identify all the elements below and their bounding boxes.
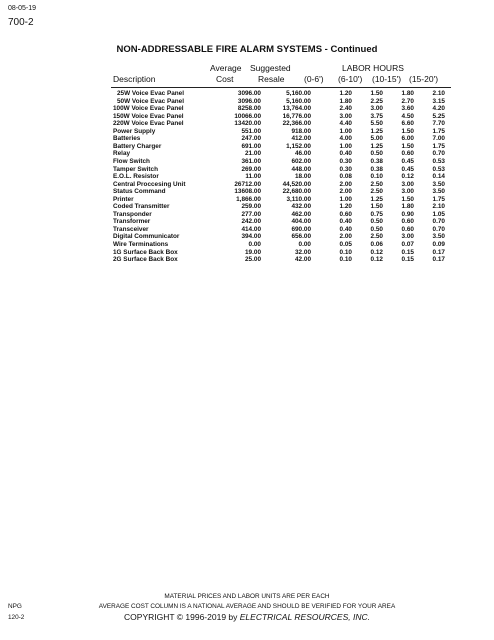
- cell-description: Tamper Switch: [113, 165, 158, 173]
- cell-suggested-resale: 404.00: [291, 218, 311, 226]
- cell-labor-15-20: 2.10: [432, 90, 445, 97]
- cell-labor-10-15: 0.90: [401, 210, 414, 218]
- cell-average-cost: 10066.00: [234, 112, 261, 120]
- cell-labor-0-6: 4.00: [339, 135, 352, 143]
- cell-average-cost: 11.00: [245, 173, 261, 181]
- cell-labor-0-6: 0.40: [339, 225, 352, 233]
- cell-suggested-resale: 22,680.00: [282, 188, 311, 196]
- cell-suggested-resale: 42.00: [295, 256, 311, 264]
- cell-description: Printer: [113, 195, 134, 203]
- cell-description: 1G Surface Back Box: [113, 248, 178, 256]
- cell-description: Transponder: [113, 210, 152, 218]
- cell-labor-10-15: 0.15: [401, 248, 414, 256]
- cell-suggested-resale: 32.00: [295, 248, 311, 256]
- cell-labor-6-10: 0.38: [370, 165, 383, 173]
- cell-labor-6-10: 1.50: [370, 203, 383, 211]
- company-name: ELECTRICAL RESOURCES, INC.: [239, 612, 370, 622]
- cell-labor-6-10: 0.12: [370, 248, 383, 256]
- header-rule: [111, 87, 451, 88]
- cell-suggested-resale: 3,110.00: [286, 195, 311, 203]
- cell-description: Digital Communicator: [113, 233, 180, 241]
- cell-labor-15-20: 0.70: [432, 150, 445, 158]
- cell-labor-0-6: 0.40: [339, 150, 352, 158]
- cell-suggested-resale: 602.00: [291, 157, 311, 165]
- copyright-text: COPYRIGHT © 1996-2019 by: [124, 612, 240, 622]
- cell-labor-6-10: 0.50: [370, 218, 383, 226]
- cell-labor-6-10: 1.50: [370, 90, 383, 97]
- cell-labor-15-20: 7.00: [432, 135, 445, 143]
- cell-description: Flow Switch: [113, 157, 150, 165]
- cell-labor-6-10: 5.50: [370, 120, 383, 128]
- cell-labor-10-15: 2.70: [401, 97, 414, 105]
- col-header-labor-hours: LABOR HOURS: [342, 63, 404, 73]
- cell-suggested-resale: 22,366.00: [282, 120, 311, 128]
- cell-description: Status Command: [113, 188, 166, 196]
- footer-npg-label: NPG: [8, 603, 22, 610]
- cell-labor-6-10: 2.50: [370, 233, 383, 241]
- cell-labor-0-6: 2.40: [339, 105, 352, 113]
- cell-labor-10-15: 3.00: [401, 188, 414, 196]
- cell-labor-0-6: 1.00: [339, 142, 352, 150]
- cell-average-cost: 551.00: [241, 127, 261, 135]
- cell-labor-10-15: 3.60: [401, 105, 414, 113]
- cell-labor-0-6: 0.05: [339, 241, 352, 248]
- cell-labor-10-15: 1.50: [401, 142, 414, 150]
- cell-description: E.O.L. Resistor: [113, 173, 159, 181]
- cell-labor-0-6: 1.00: [339, 127, 352, 135]
- cell-labor-6-10: 5.00: [370, 135, 383, 143]
- cell-suggested-resale: 5,160.00: [286, 97, 311, 105]
- cell-description: Coded Transmitter: [113, 203, 170, 211]
- cell-labor-10-15: 1.50: [401, 127, 414, 135]
- cell-labor-15-20: 0.17: [432, 256, 445, 264]
- cell-labor-15-20: 0.53: [432, 157, 445, 165]
- cell-labor-0-6: 3.00: [339, 112, 352, 120]
- cell-average-cost: 242.00: [241, 218, 261, 226]
- cell-labor-15-20: 1.75: [432, 127, 445, 135]
- cell-description: 220W Voice Evac Panel: [113, 120, 184, 128]
- cell-labor-10-15: 0.60: [401, 150, 414, 158]
- cell-suggested-resale: 412.00: [291, 135, 311, 143]
- cell-labor-6-10: 0.50: [370, 225, 383, 233]
- footer-copyright: [0, 612, 494, 622]
- cell-labor-10-15: 0.60: [401, 218, 414, 226]
- cell-labor-0-6: 0.30: [339, 165, 352, 173]
- cell-labor-6-10: 1.25: [370, 195, 383, 203]
- cell-labor-10-15: 1.80: [401, 203, 414, 211]
- cell-labor-10-15: 0.45: [401, 165, 414, 173]
- cell-average-cost: 21.00: [245, 150, 261, 158]
- cell-suggested-resale: 690.00: [291, 225, 311, 233]
- cell-labor-6-10: 0.38: [370, 157, 383, 165]
- cell-average-cost: 691.00: [241, 142, 261, 150]
- cell-average-cost: 259.00: [241, 203, 261, 211]
- cell-suggested-resale: 18.00: [295, 173, 311, 181]
- cell-labor-0-6: 4.40: [339, 120, 352, 128]
- cell-labor-6-10: 1.25: [370, 127, 383, 135]
- cell-suggested-resale: 13,764.00: [282, 105, 311, 113]
- cell-labor-0-6: 0.60: [339, 210, 352, 218]
- cell-average-cost: 414.00: [241, 225, 261, 233]
- cell-description: Power Supply: [113, 127, 156, 135]
- cell-labor-6-10: 0.75: [370, 210, 383, 218]
- cell-labor-0-6: 0.30: [339, 157, 352, 165]
- cell-labor-6-10: 0.06: [370, 241, 383, 248]
- cell-average-cost: 26712.00: [234, 180, 261, 188]
- cell-description: Central Proccesing Unit: [113, 180, 186, 188]
- cell-labor-15-20: 3.50: [432, 180, 445, 188]
- cell-labor-6-10: 3.00: [370, 105, 383, 113]
- cell-average-cost: 361.00: [241, 157, 261, 165]
- cell-suggested-resale: 46.00: [295, 150, 311, 158]
- cell-labor-6-10: 1.25: [370, 142, 383, 150]
- cell-labor-0-6: 1.20: [339, 90, 352, 97]
- col-header-description: Description: [113, 74, 156, 84]
- page-number: 120-2: [8, 614, 25, 621]
- cell-labor-10-15: 6.00: [401, 135, 414, 143]
- cell-average-cost: 247.00: [241, 135, 261, 143]
- cell-average-cost: 25.00: [245, 256, 261, 264]
- cell-average-cost: 0.00: [248, 241, 261, 248]
- col-header-cost: Cost: [216, 74, 234, 84]
- cell-labor-6-10: 3.75: [370, 112, 383, 120]
- cell-description: Transformer: [113, 218, 151, 226]
- cell-labor-15-20: 0.70: [432, 218, 445, 226]
- cell-suggested-resale: 5,160.00: [286, 90, 311, 97]
- cell-description: Transceiver: [113, 225, 149, 233]
- cell-labor-10-15: 1.50: [401, 195, 414, 203]
- cell-description: Batteries: [113, 135, 141, 143]
- cell-suggested-resale: 448.00: [291, 165, 311, 173]
- cell-suggested-resale: 16,776.00: [282, 112, 311, 120]
- cell-labor-6-10: 0.50: [370, 150, 383, 158]
- cell-description: 50W Voice Evac Panel: [117, 97, 185, 105]
- cell-description: 2G Surface Back Box: [113, 256, 178, 264]
- footer-note-average: AVERAGE COST COLUMN IS A NATIONAL AVERAGE AND SHOULD BE VERIFIED FOR YOUR AREA: [98, 603, 396, 610]
- cell-labor-10-15: 6.60: [401, 120, 414, 128]
- col-header-average: Average: [210, 63, 242, 73]
- section-code: 700-2: [8, 17, 34, 28]
- cell-suggested-resale: 0.00: [298, 241, 311, 248]
- col-header-labor-15-20: (15-20'): [409, 74, 439, 84]
- col-header-labor-10-15: (10-15'): [372, 74, 402, 84]
- col-header-labor-0-6: (0-6'): [304, 74, 324, 84]
- col-header-suggested: Suggested: [250, 63, 291, 73]
- cell-suggested-resale: 44,520.00: [282, 180, 311, 188]
- cell-labor-15-20: 7.70: [432, 120, 445, 128]
- cell-labor-0-6: 1.20: [339, 203, 352, 211]
- cell-labor-10-15: 0.60: [401, 225, 414, 233]
- cell-labor-10-15: 4.50: [401, 112, 414, 120]
- cell-average-cost: 8258.00: [237, 105, 261, 113]
- cell-labor-15-20: 0.70: [432, 225, 445, 233]
- cell-labor-0-6: 1.80: [339, 97, 352, 105]
- cell-labor-0-6: 1.00: [339, 195, 352, 203]
- cell-suggested-resale: 462.00: [291, 210, 311, 218]
- cell-labor-6-10: 2.50: [370, 188, 383, 196]
- cell-labor-10-15: 0.45: [401, 157, 414, 165]
- cell-description: 25W Voice Evac Panel: [117, 90, 185, 97]
- cell-labor-15-20: 4.20: [432, 105, 445, 113]
- cell-labor-15-20: 3.15: [432, 97, 445, 105]
- cell-labor-6-10: 2.50: [370, 180, 383, 188]
- cell-labor-0-6: 2.00: [339, 188, 352, 196]
- cell-labor-15-20: 3.50: [432, 233, 445, 241]
- cell-labor-10-15: 0.15: [401, 256, 414, 264]
- cell-average-cost: 13608.00: [234, 188, 261, 196]
- header-date: 08-05-19: [8, 5, 37, 12]
- cell-labor-15-20: 3.50: [432, 188, 445, 196]
- cell-labor-0-6: 0.08: [339, 173, 352, 181]
- cell-suggested-resale: 1,152.00: [286, 142, 311, 150]
- footer-note-units: MATERIAL PRICES AND LABOR UNITS ARE PER EACH: [164, 593, 330, 600]
- cell-labor-6-10: 0.12: [370, 256, 383, 264]
- cell-description: Battery Charger: [113, 142, 162, 150]
- cell-labor-15-20: 1.75: [432, 142, 445, 150]
- col-header-labor-6-10: (6-10'): [338, 74, 363, 84]
- page-title: NON-ADDRESSABLE FIRE ALARM SYSTEMS - Continued: [116, 44, 378, 55]
- cell-labor-15-20: 2.10: [432, 203, 445, 211]
- cell-suggested-resale: 432.00: [291, 203, 311, 211]
- cell-labor-10-15: 0.12: [401, 173, 414, 181]
- cell-average-cost: 1,866.00: [236, 195, 261, 203]
- col-header-resale: Resale: [258, 74, 285, 84]
- cell-description: 100W Voice Evac Panel: [113, 105, 184, 113]
- table-row: [0, 256, 494, 264]
- cell-average-cost: 13420.00: [234, 120, 261, 128]
- cell-labor-10-15: 0.07: [401, 241, 414, 248]
- cell-description: Relay: [113, 150, 131, 158]
- cell-average-cost: 394.00: [241, 233, 261, 241]
- cell-average-cost: 19.00: [245, 248, 261, 256]
- cell-average-cost: 3096.00: [237, 97, 261, 105]
- cell-labor-15-20: 0.09: [432, 241, 445, 248]
- cell-suggested-resale: 918.00: [291, 127, 311, 135]
- cell-labor-10-15: 3.00: [401, 180, 414, 188]
- cell-labor-6-10: 2.25: [370, 97, 383, 105]
- cell-average-cost: 3096.00: [237, 90, 261, 97]
- cell-labor-10-15: 1.80: [401, 90, 414, 97]
- cell-average-cost: 277.00: [241, 210, 261, 218]
- cell-labor-0-6: 2.00: [339, 233, 352, 241]
- cell-labor-0-6: 0.10: [339, 248, 352, 256]
- cell-labor-10-15: 3.00: [401, 233, 414, 241]
- cell-labor-0-6: 2.00: [339, 180, 352, 188]
- cell-labor-0-6: 0.40: [339, 218, 352, 226]
- cell-labor-15-20: 0.14: [432, 173, 445, 181]
- cell-description: Wire Terminations: [113, 241, 169, 248]
- cell-average-cost: 269.00: [241, 165, 261, 173]
- cell-labor-6-10: 0.10: [370, 173, 383, 181]
- cell-labor-15-20: 0.17: [432, 248, 445, 256]
- cell-labor-15-20: 1.05: [432, 210, 445, 218]
- cell-description: 150W Voice Evac Panel: [113, 112, 184, 120]
- cell-labor-15-20: 5.25: [432, 112, 445, 120]
- cell-labor-15-20: 0.53: [432, 165, 445, 173]
- cell-labor-0-6: 0.10: [339, 256, 352, 264]
- cell-labor-15-20: 1.75: [432, 195, 445, 203]
- cell-suggested-resale: 656.00: [291, 233, 311, 241]
